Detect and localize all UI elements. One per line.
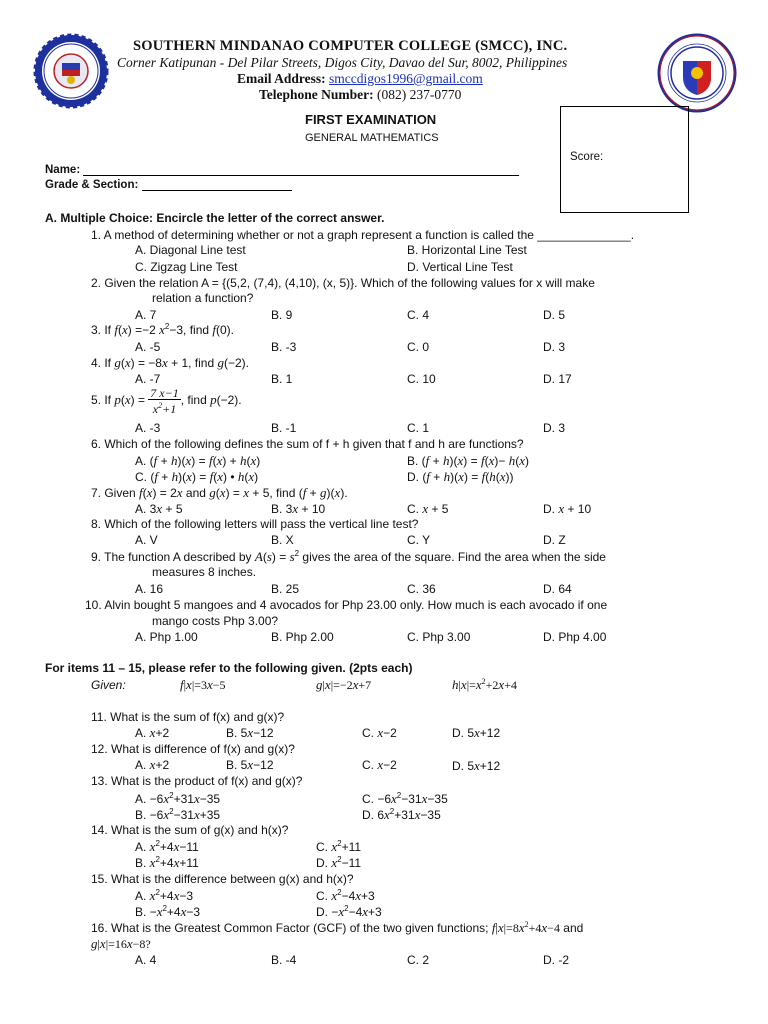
q5-choice-c[interactable]: C. 1 [407, 421, 430, 435]
email-label: Email Address: [237, 71, 326, 86]
q9-choice-a[interactable]: A. 16 [135, 582, 164, 596]
q6-choice-c[interactable]: C. (f + h)(x) = f(x) • h(x) [135, 469, 259, 484]
q3-choice-b[interactable]: B. -3 [271, 340, 297, 354]
q2-choice-c[interactable]: C. 4 [407, 308, 430, 322]
q1-choice-b[interactable]: B. Horizontal Line Test [407, 243, 527, 257]
q8-text: 8. Which of the following letters will pass the vertical line test? [91, 517, 419, 531]
smcc-seal-logo [33, 33, 109, 109]
q11-text: 11. What is the sum of f(x) and g(x)? [91, 710, 285, 724]
q8-choice-d[interactable]: D. Z [543, 533, 566, 547]
q5-text: 5. If p(x) = $\frac{7 x-1}{x^2+1}$ , find p(−2). [91, 386, 242, 416]
q1-text: 1. A method of determining whether or not a graph represent a function is called the ______________. [91, 228, 635, 242]
part-a-instruction: A. Multiple Choice: Encircle the letter of the correct answer. [45, 211, 385, 225]
q11-choice-a[interactable]: A. x+2 [135, 725, 170, 740]
q16-g: g|x|=16x−8? [91, 936, 151, 951]
q1-choice-c[interactable]: C. Zigzag Line Test [135, 260, 238, 274]
q10-text-cont: mango costs Php 3.00? [152, 614, 279, 628]
q10-choice-c[interactable]: C. Php 3.00 [407, 630, 471, 644]
q14-choice-b[interactable]: B. $x^2+4x+11$ [135, 855, 199, 870]
q16-question: 16. What is the Greatest Common Factor (GCF) of the two given functions; [91, 921, 489, 935]
phone-label: Telephone Number: [259, 87, 374, 102]
given-h: $h|x|=x^2+2x+4$ [452, 677, 517, 692]
q1-choice-a[interactable]: A. Diagonal Line test [135, 243, 246, 257]
section-label: Grade & Section: [45, 179, 139, 191]
q13-choice-a[interactable]: A. $-6x^2+31x-35$ [135, 791, 221, 806]
q16-choice-d[interactable]: D. -2 [543, 953, 570, 967]
q6-text: 6. Which of the following defines the sum of f + h given that f and h are functions? [91, 437, 524, 451]
q9-text: 9. The function A described by $A(s) = s^2$ gives the area of the square. Find the area when the side [91, 549, 606, 564]
q14-choice-a[interactable]: A. $x^2+4x-11$ [135, 839, 199, 854]
q6-choice-a[interactable]: A. (f + h)(x) = f(x) + h(x) [135, 453, 261, 468]
q16-choice-c[interactable]: C. 2 [407, 953, 430, 967]
name-field[interactable] [45, 164, 519, 176]
q12-text: 12. What is difference of f(x) and g(x)? [91, 742, 295, 756]
q2-text: 2. Given the relation A = {(5,2, (7,4), (4,10), (x, 5)}. Which of the following values for x will make [91, 276, 595, 290]
given-f: f|x|=3x−5 [180, 677, 226, 692]
q15-choice-a[interactable]: A. $x^2+4x-3$ [135, 888, 194, 903]
section-blank[interactable] [142, 179, 292, 191]
email-link[interactable]: smccdigos1996@gmail.com [329, 71, 483, 86]
q9-choice-d[interactable]: D. 64 [543, 582, 572, 596]
q7-choice-b[interactable]: B. 3x + 10 [271, 501, 326, 516]
name-blank[interactable] [83, 164, 519, 176]
given-g: g|x|=−2x+7 [316, 677, 372, 692]
q7-choice-a[interactable]: A. 3x + 5 [135, 501, 183, 516]
q11-choice-c[interactable]: C. x−2 [362, 725, 397, 740]
q6-choice-d[interactable]: D. (f + h)(x) = f(h(x)) [407, 469, 514, 484]
q2-text-cont: relation a function? [152, 291, 254, 305]
phone-line [259, 87, 461, 103]
exam-subject: GENERAL MATHEMATICS [305, 132, 439, 144]
given-label: Given: [91, 678, 126, 692]
q4-text: 4. If g(x) = −8x + 1, find g(−2). [91, 355, 249, 370]
q5-choice-a[interactable]: A. -3 [135, 421, 161, 435]
q9-choice-b[interactable]: B. 25 [271, 582, 300, 596]
q4-choice-b[interactable]: B. 1 [271, 372, 293, 386]
q13-text: 13. What is the product of f(x) and g(x)? [91, 774, 303, 788]
q9-choice-c[interactable]: C. 36 [407, 582, 436, 596]
part-b-instruction: For items 11 – 15, please refer to the following given. (2pts each) [45, 661, 413, 675]
q16-text: 16. What is the Greatest Common Factor (GCF) of the two given functions; $f|x|=8x^2+4x-4$ and [91, 920, 584, 935]
q15-text: 15. What is the difference between g(x) and h(x)? [91, 872, 354, 886]
q12-choice-d[interactable]: D. 5x+12 [452, 758, 501, 773]
college-address: Corner Katipunan - Del Pilar Streets, Digos City, Davao del Sur, 8002, Philippines [117, 55, 568, 70]
q13-choice-b[interactable]: B. $-6x^2-31x+35$ [135, 807, 221, 822]
q12-choice-b[interactable]: B. 5x−12 [226, 757, 274, 772]
q10-text: 10. Alvin bought 5 mangoes and 4 avocados for Php 23.00 only. How much is each avocado if one [85, 598, 608, 612]
q3-choice-a[interactable]: A. -5 [135, 340, 161, 354]
q2-choice-d[interactable]: D. 5 [543, 308, 566, 322]
q13-choice-d[interactable]: D. $6x^2+31x-35$ [362, 807, 441, 822]
q8-choice-c[interactable]: C. Y [407, 533, 431, 547]
q8-choice-b[interactable]: B. X [271, 533, 294, 547]
q16-and: and [563, 921, 584, 935]
exam-title: FIRST EXAMINATION [305, 112, 437, 127]
q9-text-cont: measures 8 inches. [152, 565, 257, 579]
q10-choice-a[interactable]: A. Php 1.00 [135, 630, 198, 644]
q8-choice-a[interactable]: A. V [135, 533, 158, 547]
q2-choice-a[interactable]: A. 7 [135, 308, 157, 322]
q15-choice-c[interactable]: C. $x^2-4x+3$ [316, 888, 375, 903]
q5-choice-b[interactable]: B. -1 [271, 421, 297, 435]
q14-choice-d[interactable]: D. $x^2-11$ [316, 855, 362, 870]
q3-text: 3. If f(x) =−2 $x^2-3$, find f(0). [91, 322, 234, 337]
q7-choice-c[interactable]: C. x + 5 [407, 501, 449, 516]
q6-choice-b[interactable]: B. (f + h)(x) = f(x)− h(x) [407, 453, 529, 468]
q12-choice-a[interactable]: A. x+2 [135, 757, 170, 772]
q4-choice-c[interactable]: C. 10 [407, 372, 436, 386]
q3-choice-d[interactable]: D. 3 [543, 340, 566, 354]
name-label: Name: [45, 164, 81, 176]
q16-choice-a[interactable]: A. 4 [135, 953, 157, 967]
q7-choice-d[interactable]: D. x + 10 [543, 501, 592, 516]
q1-choice-d[interactable]: D. Vertical Line Test [407, 260, 513, 274]
q7-text: 7. Given f(x) = 2x and g(x) = x + 5, find (f + g)(x). [91, 485, 348, 500]
section-field[interactable] [45, 179, 292, 191]
q11-choice-d[interactable]: D. 5x+12 [452, 725, 501, 740]
q5-choice-d[interactable]: D. 3 [543, 421, 566, 435]
q2-choice-b[interactable]: B. 9 [271, 308, 293, 322]
q3-choice-c[interactable]: C. 0 [407, 340, 430, 354]
q11-choice-b[interactable]: B. 5x−12 [226, 725, 274, 740]
q4-choice-d[interactable]: D. 17 [543, 372, 572, 386]
q12-choice-c[interactable]: C. x−2 [362, 757, 397, 772]
q10-choice-d[interactable]: D. Php 4.00 [543, 630, 607, 644]
college-name: SOUTHERN MINDANAO COMPUTER COLLEGE (SMCC), INC. [133, 38, 568, 54]
q10-choice-b[interactable]: B. Php 2.00 [271, 630, 334, 644]
q14-text: 14. What is the sum of g(x) and h(x)? [91, 823, 289, 837]
q15-choice-b[interactable]: B. $-x^2+4x-3$ [135, 904, 201, 919]
q15-choice-d[interactable]: D. $-x^2-4x+3$ [316, 904, 382, 919]
email-line [237, 71, 483, 87]
q13-choice-c[interactable]: C. $-6x^2-31x-35$ [362, 791, 448, 806]
phone-number: (082) 237-0770 [377, 87, 462, 102]
q4-choice-a[interactable]: A. -7 [135, 372, 161, 386]
score-label: Score: [570, 151, 604, 163]
q14-choice-c[interactable]: C. $x^2+11$ [316, 839, 362, 854]
q16-choice-b[interactable]: B. -4 [271, 953, 297, 967]
deped-seal-logo [657, 33, 737, 113]
